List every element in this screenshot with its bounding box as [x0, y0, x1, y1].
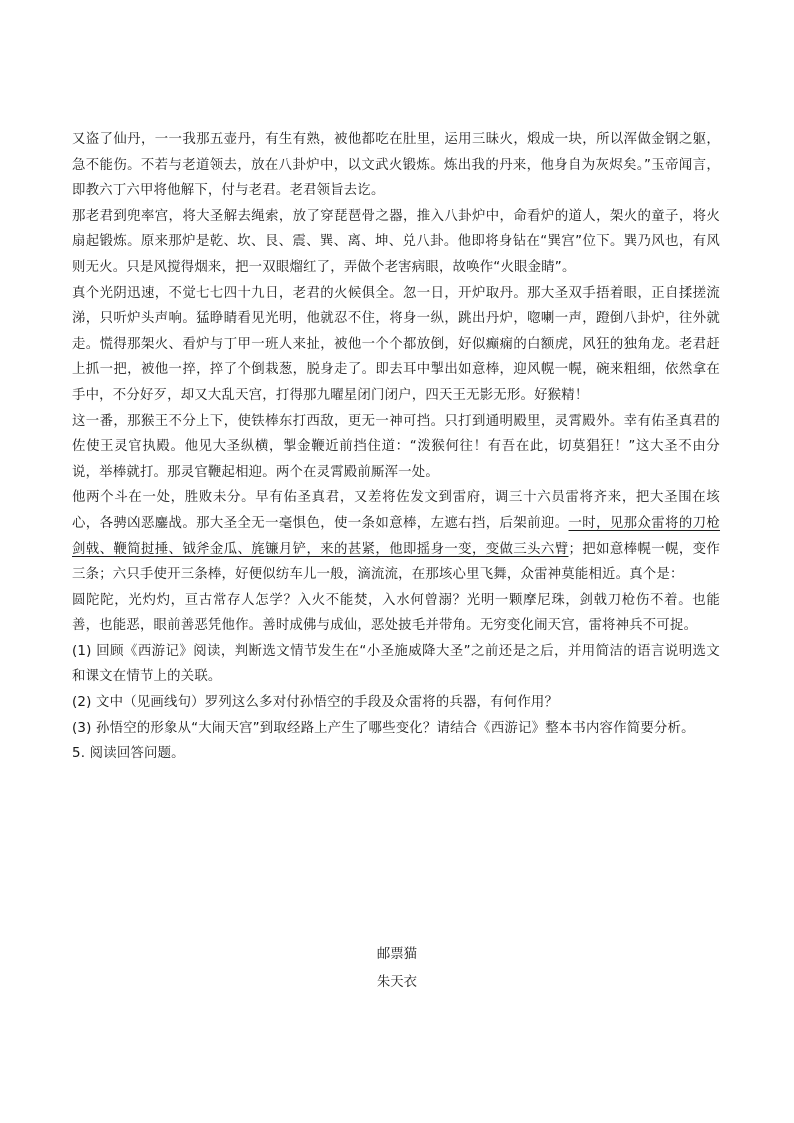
question-3: (3) 孙悟空的形象从“大闹天宫”到取经路上产生了哪些变化？请结合《西游记》整本书内容作简要分析。	[72, 720, 695, 736]
article-heading	[0, 941, 794, 997]
question-1: (1) 回顾《西游记》阅读，判断选文情节发生在“小圣施威降大圣”之前还是之后，并用简洁的语言说明选文和课文在情节上的关联。	[72, 643, 720, 685]
paragraph-5-text-start: 他两个斗在一处，胜败未分。早有佑圣真君，又差将佐发文到雷府，调三十六员雷将齐来，把大圣围在垓心，各骋凶恶鏖战。那大圣全无一毫惧色，使一条如意棒，左遮右挡，后架前迎。	[72, 490, 720, 531]
question-2: (2) 文中（见画线句）罗列这么多对付孙悟空的手段及众雷将的兵器，有何作用？	[72, 695, 559, 711]
passage-paragraph-5	[72, 485, 720, 587]
passage-paragraph-2: 那老君到兜率宫，将大圣解去绳索，放了穿琵琶骨之器，推入八卦炉中，命看炉的道人，架火的童子，将火扇起锻炼。原来那炉是乾、坎、艮、震、巽、离、坤、兑八卦。他即将身钻在“巽宫”位下。巽乃风也，有风则无火。只是风搅得烟来，把一双眼熘红了，弄做个老害病眼，故唤作“火眼金睛”。	[72, 208, 720, 275]
section-5-label: 5. 阅读回答问题。	[72, 746, 185, 762]
paragraph-5-text-end: ；把如意棒幌一幌，变作三条；六只手使开三条棒，好便似纺车儿一般，滴流流，在那垓心里飞舞，众雷神莫能相近。真个是：	[72, 541, 721, 583]
passage-verse: 圆陀陀，光灼灼，亘古常存人怎学？入火不能焚，入水何曾溺？光明一颗摩尼珠，剑戟刀枪伤不着。也能善，也能恶，眼前善恶凭他作。善时成佛与成仙，恶处披毛并带角。无穷变化闹天宫，雷将神兵不可捉。	[72, 592, 720, 634]
underlined-sentence: 一时，见那众雷将的刀枪剑戟、鞭简挝捶、钺斧金瓜、旄镰月铲，来的甚紧，他即摇身一变，变做三头六臂	[72, 515, 721, 557]
passage-paragraph-4: 这一番，那猴王不分上下，使铁棒东打西敌，更无一神可挡。只打到通明殿里，灵霄殿外。幸有佑圣真君的佐使王灵官执殿。他见大圣纵横，掣金鞭近前挡住道：“泼猴何往！有吾在此，切莫猖狂！”这大圣不由分说，举棒就打。那灵官鞭起相迎。两个在灵霄殿前厮浑一处。	[72, 413, 720, 480]
reading-passage	[72, 127, 720, 767]
article-author: 朱天衣	[376, 975, 418, 990]
passage-paragraph-1: 又盗了仙丹，一一我那五壶丹，有生有熟，被他都吃在肚里，运用三昧火，煅成一块，所以浑做金钢之躯，急不能伤。不若与老道领去，放在八卦炉中，以文武火锻炼。炼出我的丹来，他身自为灰烬矣。”玉帝闻言，即教六丁六甲将他解下，付与老君。老君领旨去讫。	[72, 132, 720, 199]
passage-paragraph-3: 真个光阴迅速，不觉七七四十九日，老君的火候俱全。忽一日，开炉取丹。那大圣双手捂着眼，正自揉搓流涕，只听炉头声响。猛睁睛看见光明，他就忍不住，将身一纵，跳出丹炉，唿喇一声，蹬倒八卦炉，往外就走。慌得那架火、看炉与丁甲一班人来扯，被他一个个都放倒，好似癫痫的白额虎，风狂的独角龙。老君赶上抓一把，被他一捽，捽了个倒栽葱，脱身走了。即去耳中掣出如意棒，迎风幌一幌，碗来粗细，依然拿在手中，不分好歹，却又大乱天宫，打得那九曜星闭门闭户，四天王无影无形。好猴精！	[72, 285, 720, 403]
article-title: 邮票猫	[376, 947, 418, 962]
